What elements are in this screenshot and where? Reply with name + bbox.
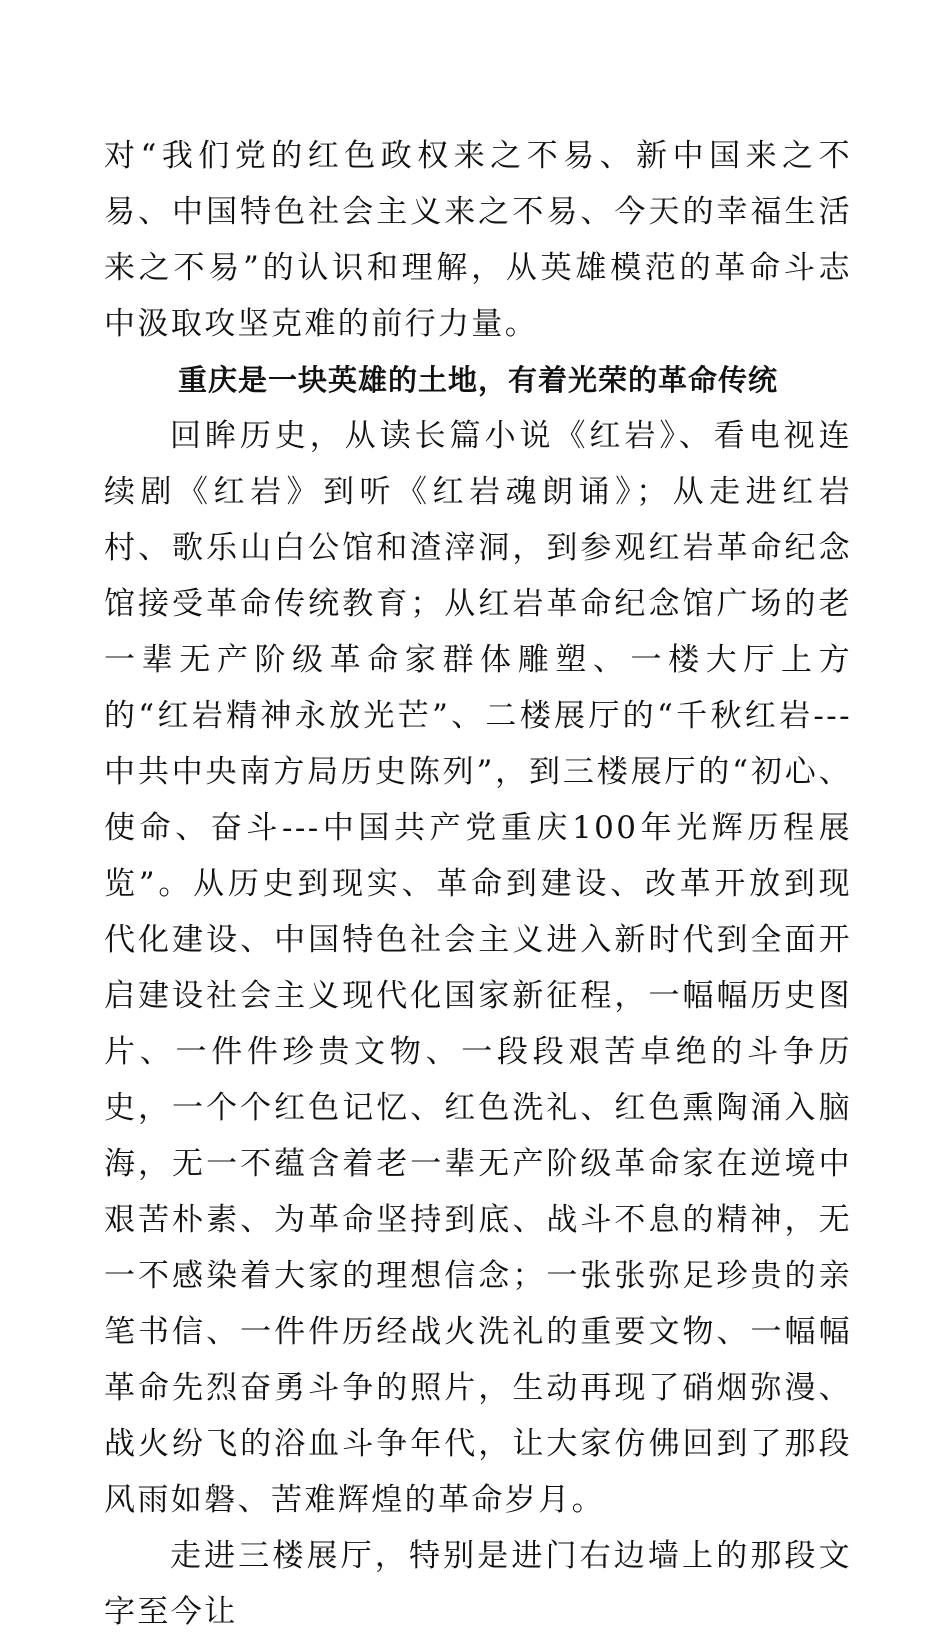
document-page bbox=[104, 128, 852, 1640]
section-heading: 重庆是一块英雄的土地，有着光荣的革命传统 bbox=[177, 363, 778, 397]
body-paragraph-1: 对“我们党的红色政权来之不易、新中国来之不易、中国特色社会主义来之不易、今天的幸福生活来之不易”的认识和理解，从英雄模范的革命斗志中汲取攻坚克难的前行力量。 bbox=[104, 138, 852, 342]
body-paragraph-2: 回眸历史，从读长篇小说《红岩》、看电视连续剧《红岩》到听《红岩魂朗诵》；从走进红岩村、歌乐山白公馆和渣滓洞，到参观红岩革命纪念馆接受革命传统教育；从红岩革命纪念馆广场的老一辈无产阶级革命家群体雕塑、一楼大厅上方的“红岩精神永放光芒”、二楼展厅的“千秋红岩---中共中央南方局历史陈列”，到三楼展厅的“初心、使命、奋斗---中国共产党重庆100年光辉历程展览”。从历史到现实、革命到建设、改革开放到现代化建设、中国特色社会主义进入新时代到全面开启建设社会主义现代化国家新征程，一幅幅历史图片、一件件珍贵文物、一段段艰苦卓绝的斗争历史，一个个红色记忆、红色洗礼、红色熏陶涌入脑海，无一不蕴含着老一辈无产阶级革命家在逆境中艰苦朴素、为革命坚持到底、战斗不息的精神，无一不感染着大家的理想信念；一张张弥足珍贵的亲笔书信、一件件历经战火洗礼的重要文物、一幅幅革命先烈奋勇斗争的照片，生动再现了硝烟弥漫、战火纷飞的浴血斗争年代，让大家仿佛回到了那段风雨如磐、苦难辉煌的革命岁月。 bbox=[104, 418, 852, 1518]
body-paragraph-3: 走进三楼展厅，特别是进门右边墙上的那段文字至今让 bbox=[104, 1538, 852, 1630]
